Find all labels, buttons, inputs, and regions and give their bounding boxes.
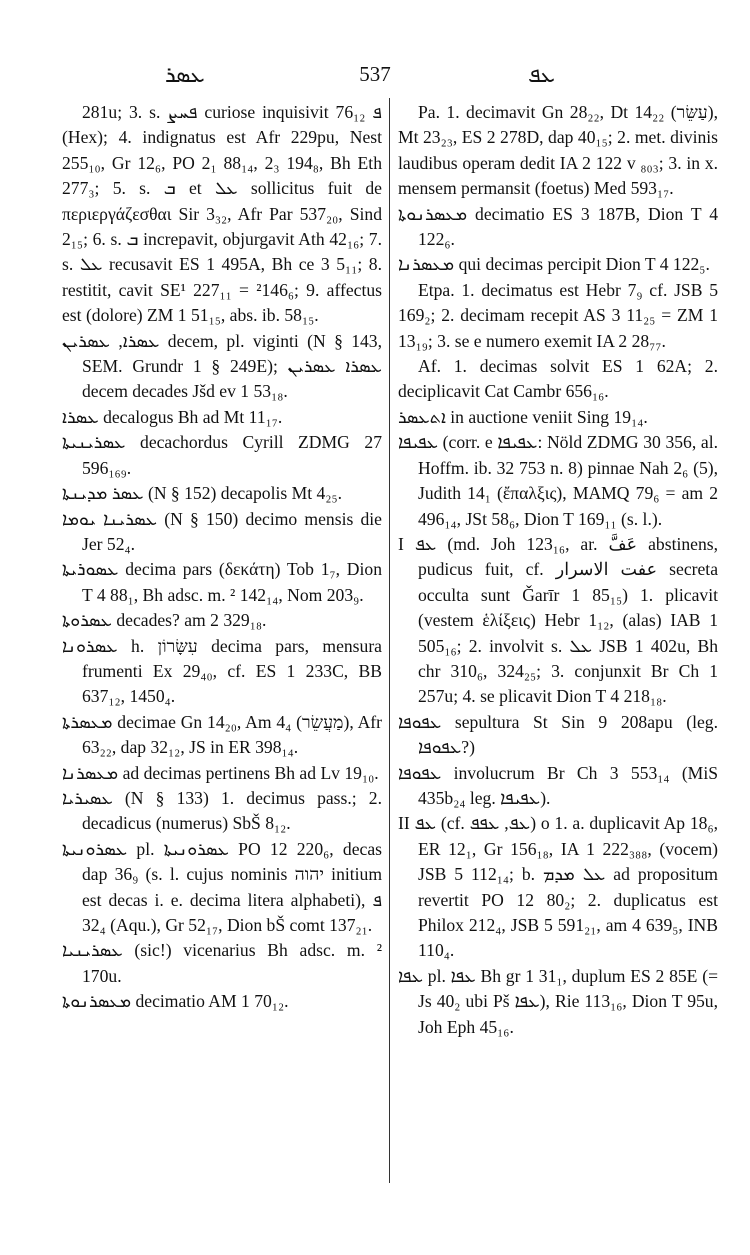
dictionary-entry: ܥܣܪܐ, ܥܣܪܝܢ decem, pl. viginti (N § 143, SEM. Grundr 1 § 249E); ܥܣܪܐ ܥܣܪܝܢ decem decades Jšd ev 1 53₁₈. xyxy=(62,330,383,402)
dictionary-entry: ܥܦܝܦܐ (corr. e ܥܦܝܦܐ: Nöld ZDMG 30 356, al. Hoffm. ib. 32 753 n. 8) pinnae Nah 2₆ (5), Judith 14₁ (ἔπαλξις), MAMQ 79₆ = am 2 496₁₄, JSt 58₆, Dion T 169₁₁ (s. l.). xyxy=(398,432,718,529)
dictionary-entry: ܥܣܪܘܬܐ decades? am 2 329₁₈. xyxy=(62,610,267,631)
left-column xyxy=(62,100,382,1015)
dictionary-entry: ܥܣܪܝܢܐ ܝܘܡܐ (N § 150) decimo mensis die Jer 52₄. xyxy=(62,508,382,554)
dictionary-entry: ܡܥܣܪܢܐ qui decimas percipit Dion T 4 122₅. xyxy=(398,254,710,275)
left-headword: ܥܣܪ xyxy=(165,62,205,87)
dictionary-entry: ܡܥܣܪܢܐ ad decimas pertinens Bh ad Lv 19₁₀. xyxy=(62,762,379,783)
dictionary-entry: ܡܥܣܪܢܘܬܐ decimatio ES 3 187B, Dion T 4 122₆. xyxy=(398,203,718,250)
dictionary-entry: ܥܦܘܦܐ involucrum Br Ch 3 553₁₄ (MiS 435b₂₄ leg. ܥܦܝܦܐ). xyxy=(398,762,718,808)
dictionary-entry: II ܥܦ (cf. ܥܦ, ܥܦܦ) o 1. a. duplicavit Ap 18₆, ER 12₁, Gr 156₁₈, IA 1 222₃₈₈, (vocem) JSB 5 112₁₄; b. ܥܠ ܡܕܡ ad propositum revertit PO 12 80₂; 2. duplicatus est Philox 212₄, JSB 5 591₂₁, am 4 639₅, INB 110₄. xyxy=(398,813,718,961)
dictionary-entry: Af. 1. decimas solvit ES 1 62A; 2. deciplicavit Cat Cambr 656₁₆. xyxy=(398,356,718,402)
dictionary-entry: Pa. 1. decimavit Gn 28₂₂, Dt 14₂₂ (עַשֵּׂר), Mt 23₂₃, ES 2 278D, dap 40₁₅; 2. met. divinis laudibus operam dedit IA 2 122 v ₈₀₃; 3. in x. mensem permansit (foetus) Med 593₁₇. xyxy=(398,102,718,199)
dictionary-entry: ܥܦܘܦܐ sepultura St Sin 9 208apu (leg. ܥܦܘܦܐ?) xyxy=(398,711,718,758)
right-column xyxy=(398,100,718,1040)
dictionary-entry: ܥܦܐ pl. ܥܦܐ Bh gr 1 31₁, duplum ES 2 85E (= Js 40₂ ubi Pš ܥܦܐ), Rie 113₁₆, Dion T 95u, Joh Eph 45₁₆. xyxy=(398,965,718,1037)
dictionary-entry: ܡܥܣܪܬܐ decimae Gn 14₂₀, Am 4₄ (מַעֲשֵׂר), Afr 63₂₂, dap 32₁₂, JS in ER 398₁₄. xyxy=(62,711,383,758)
entry-continuation: 281u; 3. s. ܦܚܨ curiose inquisivit ܦ 76₁₂ (Hex); 4. indignatus est Afr 229pu, Nest 255₁₀, Gr 12₆, PO 2₁ 88₁₄, 2₃ 194₈, Bh Eth 277₃; 5. s. ܒ et ܥܠ sollicitus fuit de περιεργάζεσθαι Sir 3₃₂, Afr Par 537₂₀, Sind 2₁₅; 6. s. ܒ increpavit, objurgavit Ath 42₁₆; 7. s. ܥܠ recusavit ES 1 495A, Bh ce 3 5₁₁; 8. restitit, cavit SE¹ 227₁₁ = ²146₆; 9. affectus est (dolore) ZM 1 51₁₅, abs. ib. 58₁₅. xyxy=(62,102,382,326)
dictionary-entry: Etpa. 1. decimatus est Hebr 7₉ cf. JSB 5 169₂; 2. decimam recepit AS 3 11₂₅ = ZM 1 13₁₉; 3. se e numero exemit IA 2 28₇₇. xyxy=(398,279,718,351)
dictionary-entry: ܥܣܪ ܡܕܝܢܬܐ (N § 152) decapolis Mt 4₂₅. xyxy=(62,483,342,504)
dictionary-entry: ܥܣܪܘܢܐ h. עִשָּׂרוֹן decima pars, mensura frumenti Ex 29₄₀, cf. ES 1 233C, BB 637₁₂, 1450₄. xyxy=(62,635,382,707)
dictionary-entry: ܥܣܘܪܝܬܐ decima pars (δεκάτη) Tob 1₇, Dion T 4 88₁, Bh adsc. m. ² 142₁₄, Nom 203₉. xyxy=(62,559,382,605)
dictionary-entry: ܥܣܪܘܢܝܬܐ pl. ܥܣܪܘܢܝܬܐ PO 12 220₆, decas dap 36₉ (s. l. cujus nominis יהוה initium est decas i. e. decima litera alphabeti), ܦ 32₄ (Aqu.), Gr 52₁₇, Dion bŠ comt 137₂₁. xyxy=(62,838,383,935)
dictionary-entry: ܥܣܪܝܢܝܬܐ decachordus Cyrill ZDMG 27 596₁₆₉. xyxy=(62,432,382,478)
dictionary-entry: ܥܣܝܪܝܐ (N § 133) 1. decimus pass.; 2. decadicus (numerus) SbŠ 8₁₂. xyxy=(62,787,382,834)
dictionary-entry: ܡܥܣܪܢܘܬܐ decimatio AM 1 70₁₂. xyxy=(62,991,289,1012)
column-divider xyxy=(389,98,390,1183)
page-header xyxy=(0,62,750,90)
dictionary-entry: ܥܣܪܐ decalogus Bh ad Mt 11₁₇. xyxy=(62,406,283,427)
page-number: 537 xyxy=(359,62,391,86)
right-headword: ܥܦ xyxy=(528,62,555,87)
dictionary-entry: ܥܣܪܝܢܝܐ (sic!) vicenarius Bh adsc. m. ² 170u. xyxy=(62,940,382,986)
dictionary-entry: ܐܬܥܣܪ in auctione veniit Sing 19₁₄. xyxy=(398,406,648,427)
dictionary-entry: I ܥܦ (md. Joh 123₁₆, ar. عَفَّ abstinens, pudicus fuit, cf. عفت الاسرار secreta occulta sunt Ǧarīr 1 85₁₅) 1. plicavit (vestem ἑλίξεις) Hebr 1₁₂, (alas) IAB 1 505₁₆; 2. involvit s. ܥܠ JSB 1 402u, Bh chr 310₆, 324₂₅; 3. conjunxit Br Ch 1 257u; 4. se plicavit Dion T 4 218₁₈. xyxy=(398,533,719,707)
